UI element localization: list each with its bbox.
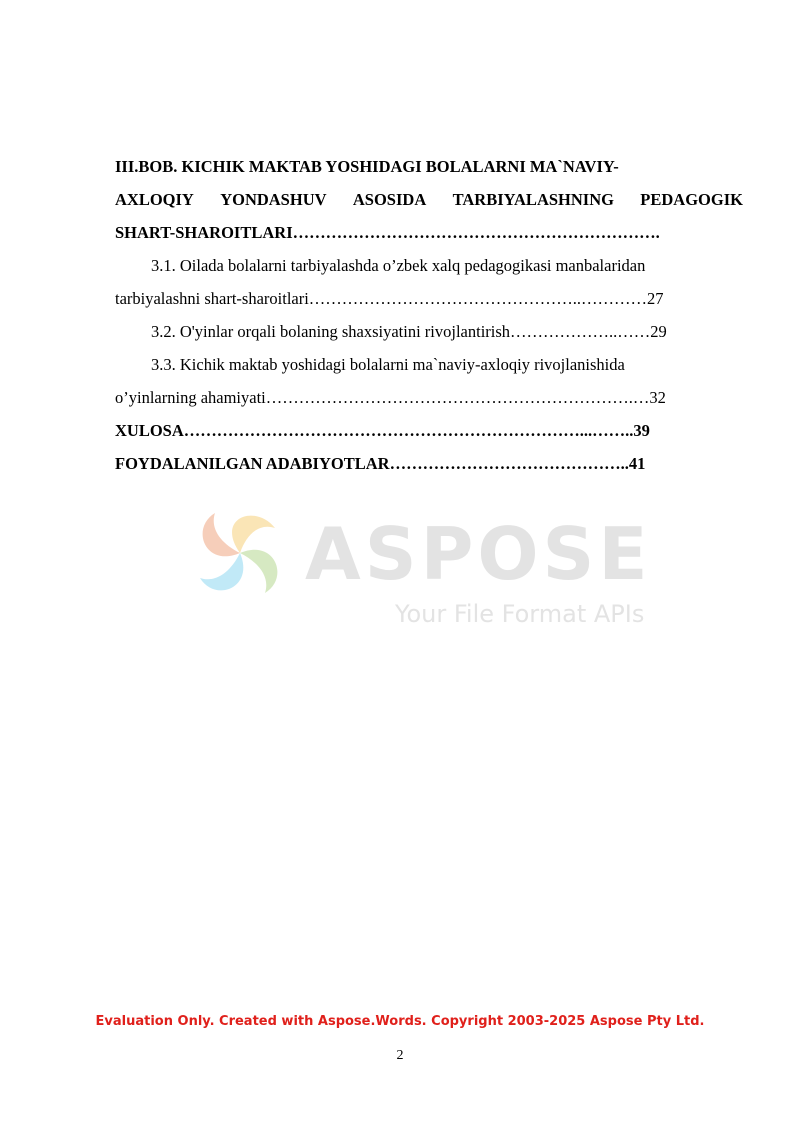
toc-chapter-word: ASOSIDA — [352, 190, 427, 209]
toc-chapter-line-3[interactable]: SHART-SHAROITLARI…………………………………………………………. — [115, 223, 660, 242]
toc-section-3-1-line-2[interactable]: tarbiyalashni shart-sharoitlari…………………………………………..…………27 — [115, 289, 664, 308]
toc-chapter-line-2[interactable] — [115, 183, 743, 216]
aspose-logo-icon — [185, 498, 295, 608]
watermark-text: ASPOSE — [305, 512, 652, 596]
toc-chapter-word: AXLOQIY — [115, 190, 194, 209]
aspose-watermark — [185, 498, 685, 638]
table-of-contents — [115, 150, 743, 480]
toc-section-3-3-line-2[interactable]: o’yinlarning ahamiyati………………………………………………………….…32 — [115, 388, 666, 407]
toc-chapter-word: PEDAGOGIK — [640, 190, 743, 209]
toc-conclusion[interactable]: XULOSA………………………………………………………………...……..39 — [115, 421, 650, 440]
evaluation-notice: Evaluation Only. Created with Aspose.Words. Copyright 2003-2025 Aspose Pty Ltd. — [95, 1014, 705, 1029]
toc-section-3-1-line-1[interactable]: 3.1. Oilada bolalarni tarbiyalashda o’zbek xalq pedagogikasi manbalaridan — [151, 256, 646, 275]
toc-references[interactable]: FOYDALANILGAN ADABIYOTLAR……………………………………..41 — [115, 454, 646, 473]
toc-chapter-word: TARBIYALASHNING — [452, 190, 614, 209]
toc-section-3-2[interactable]: 3.2. O'yinlar orqali bolaning shaxsiyatini rivojlantirish………………..……29 — [151, 322, 667, 341]
page-number: 2 — [396, 1048, 404, 1063]
toc-chapter-word: YONDASHUV — [220, 190, 327, 209]
toc-chapter-line-1[interactable]: III.BOB. KICHIK MAKTAB YOSHIDAGI BOLALARNI MA`NAVIY- — [115, 157, 619, 176]
toc-section-3-3-line-1[interactable]: 3.3. Kichik maktab yoshidagi bolalarni ma`naviy-axloqiy rivojlanishida — [151, 355, 625, 374]
watermark-subtitle: Your File Format APIs — [395, 600, 645, 628]
